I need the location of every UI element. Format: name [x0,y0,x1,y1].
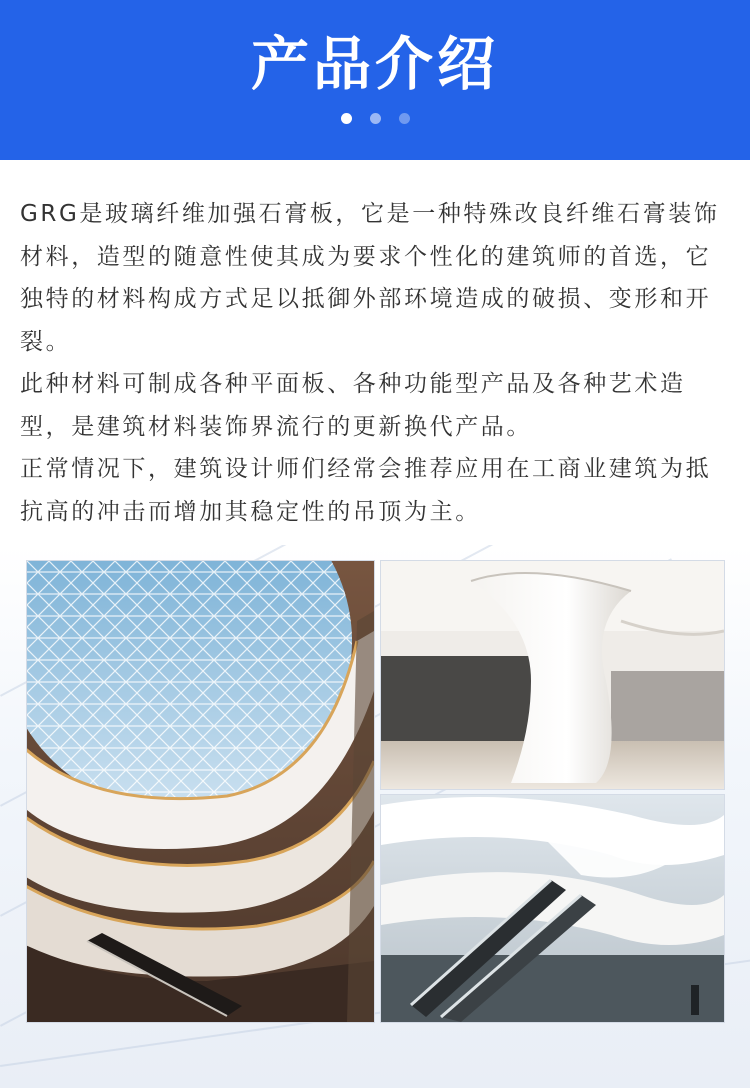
header-banner [0,0,750,160]
carousel-indicator [0,113,750,125]
indicator-dot-1 [341,113,352,124]
description-paragraph-1: GRG是玻璃纤维加强石膏板，它是一种特殊改良纤维石膏装饰材料，造型的随意性使其成为要求个性化的建筑师的首选，它独特的材料构成方式足以抵御外部环境造成的破损、变形和开裂。 [20,201,720,355]
description-paragraph-3: 正常情况下，建筑设计师们经常会推荐应用在工商业建筑为抵抗高的冲击而增加其稳定性的吊顶为主。 [20,456,712,525]
description-paragraph-2: 此种材料可制成各种平面板、各种功能型产品及各种艺术造型，是建筑材料装饰界流行的更新换代产品。 [20,371,686,440]
white-curved-column-photo [380,560,725,790]
indicator-dot-3 [399,113,410,124]
atrium-glass-dome-photo [26,560,375,1023]
escalator-curved-balcony-photo [380,794,725,1023]
product-description [20,193,720,533]
page-title: 产品介绍 [250,30,499,98]
indicator-dot-2 [370,113,381,124]
